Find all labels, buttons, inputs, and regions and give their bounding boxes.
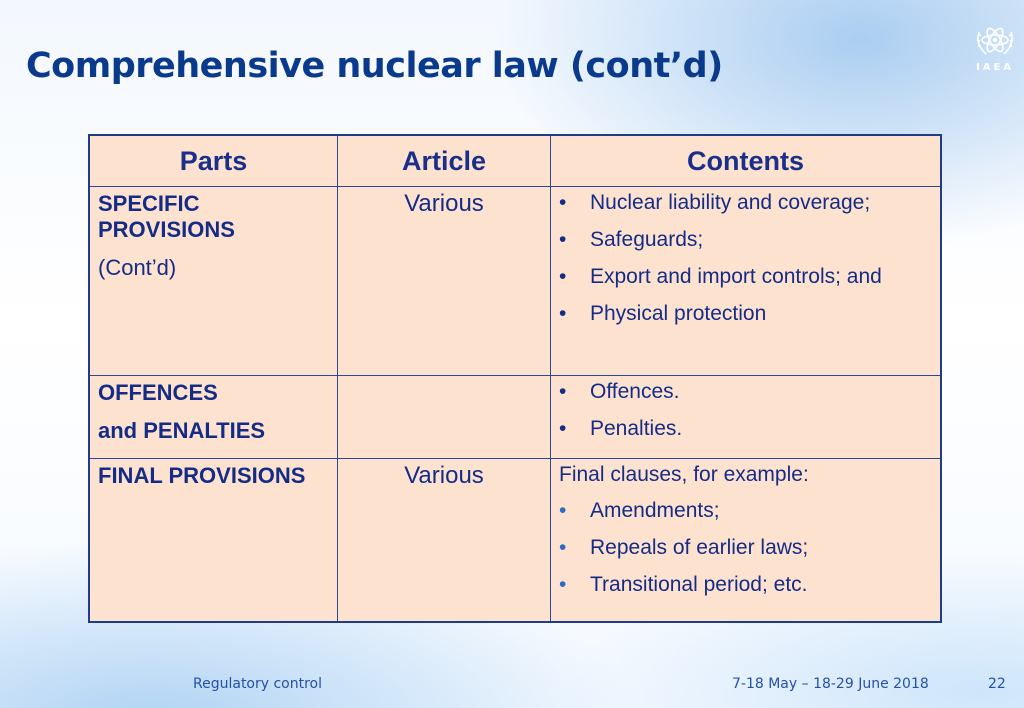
table-row — [89, 376, 941, 459]
slide-title: Comprehensive nuclear law (cont’d) — [26, 46, 723, 86]
list-item — [559, 535, 934, 560]
logo-text: IAEA — [975, 62, 1015, 73]
list-item-text: Physical protection — [590, 302, 767, 325]
list-item — [559, 227, 934, 252]
bullet-icon: • — [559, 380, 567, 403]
header-parts: Parts — [89, 135, 338, 187]
bullet-icon: • — [559, 265, 567, 288]
part-name-line-2: and PENALTIES — [98, 418, 266, 443]
atom-emblem-icon — [970, 22, 1020, 62]
footer-date: 7-18 May – 18-29 June 2018 — [732, 676, 929, 692]
header-article: Article — [338, 135, 551, 187]
list-item-text: Export and import controls; and — [590, 265, 882, 288]
list-item — [559, 572, 934, 597]
bullet-icon: • — [559, 417, 567, 440]
table-row — [89, 459, 941, 623]
list-item — [559, 264, 934, 289]
iaea-logo — [970, 22, 1020, 78]
list-item-text: Offences. — [590, 380, 680, 403]
contents-cell — [551, 376, 942, 459]
footer-topic: Regulatory control — [193, 676, 323, 692]
contents-list — [559, 190, 934, 326]
list-item-text: Repeals of earlier laws; — [590, 536, 809, 559]
part-name: FINAL PROVISIONS — [98, 463, 306, 488]
bullet-icon: • — [559, 573, 567, 596]
list-item-text: Nuclear liability and coverage; — [590, 191, 871, 214]
page-number: 22 — [988, 676, 1006, 692]
list-item-text: Safeguards; — [590, 228, 704, 251]
list-item-text: Penalties. — [590, 417, 683, 440]
list-item — [559, 416, 934, 441]
part-cell — [89, 376, 338, 459]
part-cell — [89, 459, 338, 623]
contents-lead-text: Final clauses, for example: — [559, 463, 809, 486]
bullet-icon: • — [559, 228, 567, 251]
contents-list — [559, 379, 934, 441]
part-cell — [89, 187, 338, 376]
bullet-icon: • — [559, 536, 567, 559]
part-note: (Cont’d) — [98, 255, 177, 280]
contents-list — [559, 498, 934, 597]
bullet-icon: • — [559, 191, 567, 214]
bullet-icon: • — [559, 499, 567, 522]
bullet-icon: • — [559, 302, 567, 325]
contents-cell — [551, 459, 942, 623]
list-item — [559, 190, 934, 215]
contents-cell — [551, 187, 942, 376]
table-row — [89, 187, 941, 376]
list-item-text: Amendments; — [590, 499, 720, 522]
article-cell — [338, 376, 551, 459]
article-cell: Various — [338, 459, 551, 623]
list-item — [559, 301, 934, 326]
list-item-text: Transitional period; etc. — [590, 573, 808, 596]
list-item — [559, 379, 934, 404]
article-cell: Various — [338, 187, 551, 376]
list-item — [559, 498, 934, 523]
part-name: SPECIFIC PROVISIONS — [98, 191, 235, 242]
nuclear-law-table — [88, 134, 942, 623]
part-name: OFFENCES — [98, 380, 218, 405]
table-header-row — [89, 135, 941, 187]
header-contents: Contents — [551, 135, 942, 187]
